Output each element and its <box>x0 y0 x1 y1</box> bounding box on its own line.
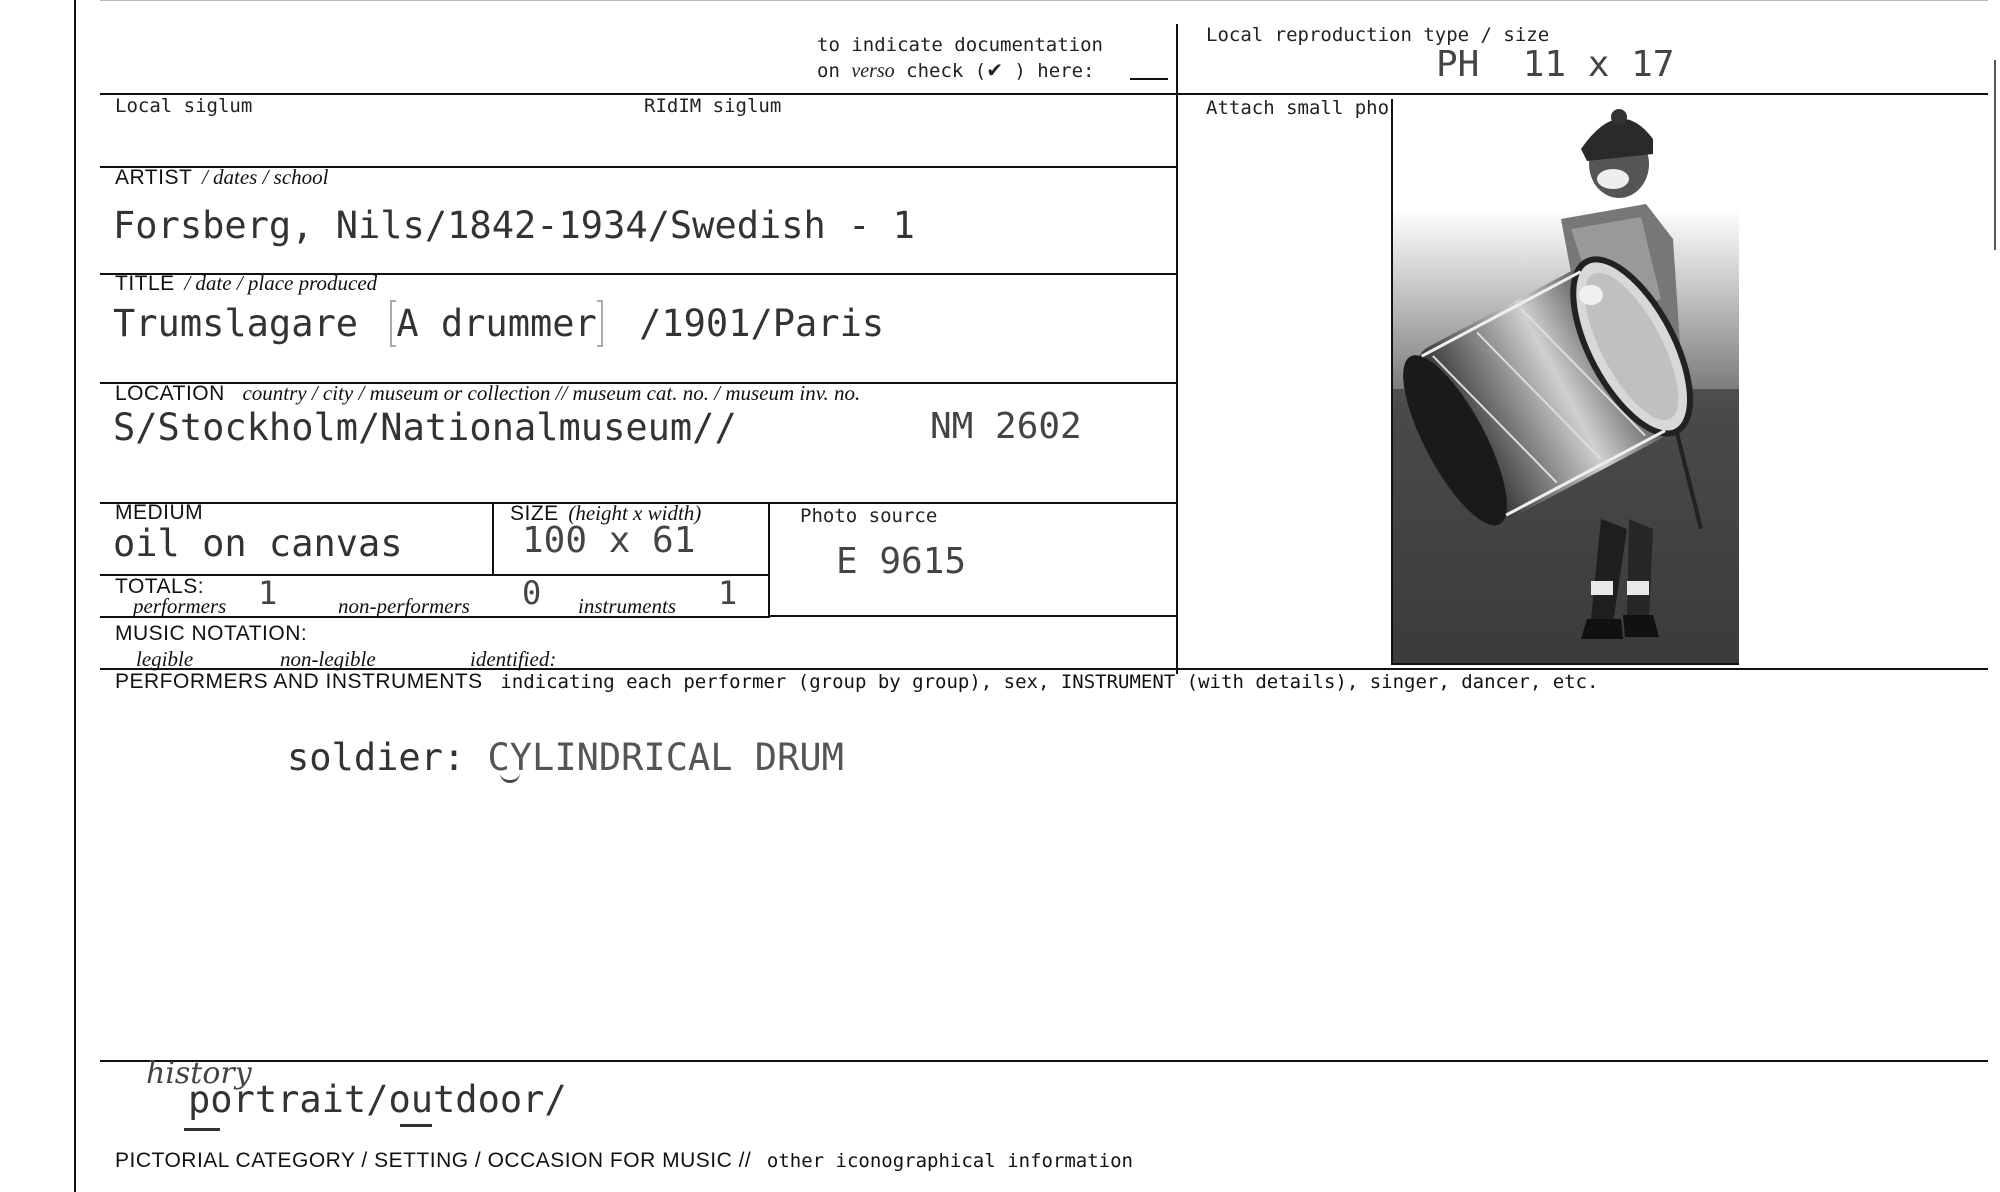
nonperformers-count: 0 <box>522 574 542 612</box>
title-value <box>113 302 884 345</box>
medium-size-divider <box>492 502 494 576</box>
performers-label-row <box>115 670 1598 694</box>
notation-identified: identified: <box>470 647 557 671</box>
doc-note-prefix: on <box>817 60 840 82</box>
category-rule <box>100 1060 1988 1062</box>
header-rule <box>100 93 1988 95</box>
category-value: portrait/outdoor/ <box>188 1078 567 1121</box>
totals-label: TOTALS: <box>115 575 205 598</box>
checkmark-icon: ✔ <box>986 58 1003 82</box>
right-column-divider <box>1176 24 1178 674</box>
doc-note-suffix: ) here: <box>1014 60 1095 82</box>
attached-photograph <box>1391 99 1739 665</box>
reproduction-type-label: Local reproduction type / size <box>1206 24 1550 46</box>
instrument-cylindrical-drum: CYLINDRICAL DRUM <box>487 736 844 779</box>
performers-label: performers <box>133 594 227 618</box>
notation-nonlegible: non-legible <box>280 647 376 671</box>
local-siglum-label: Local siglum <box>115 95 253 117</box>
attach-photo-label: Attach small pho <box>1206 97 1390 119</box>
medium-value: oil on canvas <box>113 522 403 565</box>
location-label-rest: country / city / museum or collection // museum cat. no. / museum inv. no. <box>242 381 861 405</box>
notation-legible: legible <box>136 647 194 671</box>
outdoor-underline-mark <box>400 1124 432 1127</box>
handwritten-underscore-mark <box>500 772 520 783</box>
photo-source-value: E 9615 <box>836 541 967 582</box>
instruments-label: instruments <box>578 594 677 618</box>
handwritten-history: history <box>146 1056 252 1091</box>
instruments-count: 1 <box>718 574 738 612</box>
doc-note-verso: verso <box>851 60 895 82</box>
nonperformers-label: non-performers <box>338 594 470 618</box>
artist-label: ARTIST <box>115 166 193 189</box>
performers-count: 1 <box>258 574 278 612</box>
location-label: LOCATION <box>115 382 225 405</box>
artist-label-rest: / dates / school <box>201 165 329 189</box>
doc-note-check: check ( <box>906 60 987 82</box>
music-notation-label: MUSIC NOTATION: <box>115 622 308 645</box>
size-photo-divider <box>768 502 770 618</box>
title-label-row <box>115 271 377 296</box>
medium-label: MEDIUM <box>115 501 204 524</box>
artist-label-row <box>115 165 329 190</box>
right-edge-mark <box>1994 60 1996 250</box>
artist-value: Forsberg, Nils/1842-1934/Swedish - 1 <box>113 204 915 247</box>
title-translation: A drummer <box>396 302 597 345</box>
left-border <box>74 0 76 1192</box>
size-label-rest: (height x width) <box>568 501 702 525</box>
title-date-place: /1901/Paris <box>639 302 885 345</box>
ridim-siglum-label: RIdIM siglum <box>644 95 782 117</box>
verso-check-blank[interactable] <box>1130 78 1168 80</box>
size-label: SIZE <box>510 502 559 525</box>
nonperformers-underline <box>504 616 564 618</box>
pictorial-category-label-rest: other iconographical information <box>766 1150 1133 1172</box>
size-value: 100 x 61 <box>522 520 696 561</box>
photo-source-label: Photo source <box>800 505 938 527</box>
title-translation-bracket-close <box>597 300 603 347</box>
top-edge-mark <box>100 0 1988 1</box>
title-original: Trumslagare <box>113 302 359 345</box>
title-label: TITLE <box>115 272 175 295</box>
photo-source-bottom-rule <box>770 615 1176 617</box>
pictorial-category-label: PICTORIAL CATEGORY / SETTING / OCCASION FOR MUSIC // <box>115 1149 752 1172</box>
documentation-note-line2 <box>817 58 1095 83</box>
documentation-note-line1: to indicate documentation <box>817 34 1103 56</box>
performers-instruments-label-rest: indicating each performer (group by group), sex, INSTRUMENT (with details), singer, dancer, etc. <box>500 671 1599 693</box>
location-value: S/Stockholm/Nationalmuseum// <box>113 406 737 449</box>
performer-entry <box>287 736 844 779</box>
portrait-underline-mark <box>184 1128 220 1131</box>
reproduction-type-value: PH 11 x 17 <box>1436 44 1675 85</box>
performers-underline <box>256 616 326 618</box>
performers-instruments-label: PERFORMERS AND INSTRUMENTS <box>115 670 483 693</box>
title-label-rest: / date / place produced <box>184 271 378 295</box>
location-label-row <box>115 381 860 406</box>
performer-soldier: soldier: <box>287 736 466 779</box>
drummer-painting-image <box>1391 99 1739 665</box>
category-label-row <box>115 1149 1133 1173</box>
location-inv-no: NM 2602 <box>930 406 1082 447</box>
